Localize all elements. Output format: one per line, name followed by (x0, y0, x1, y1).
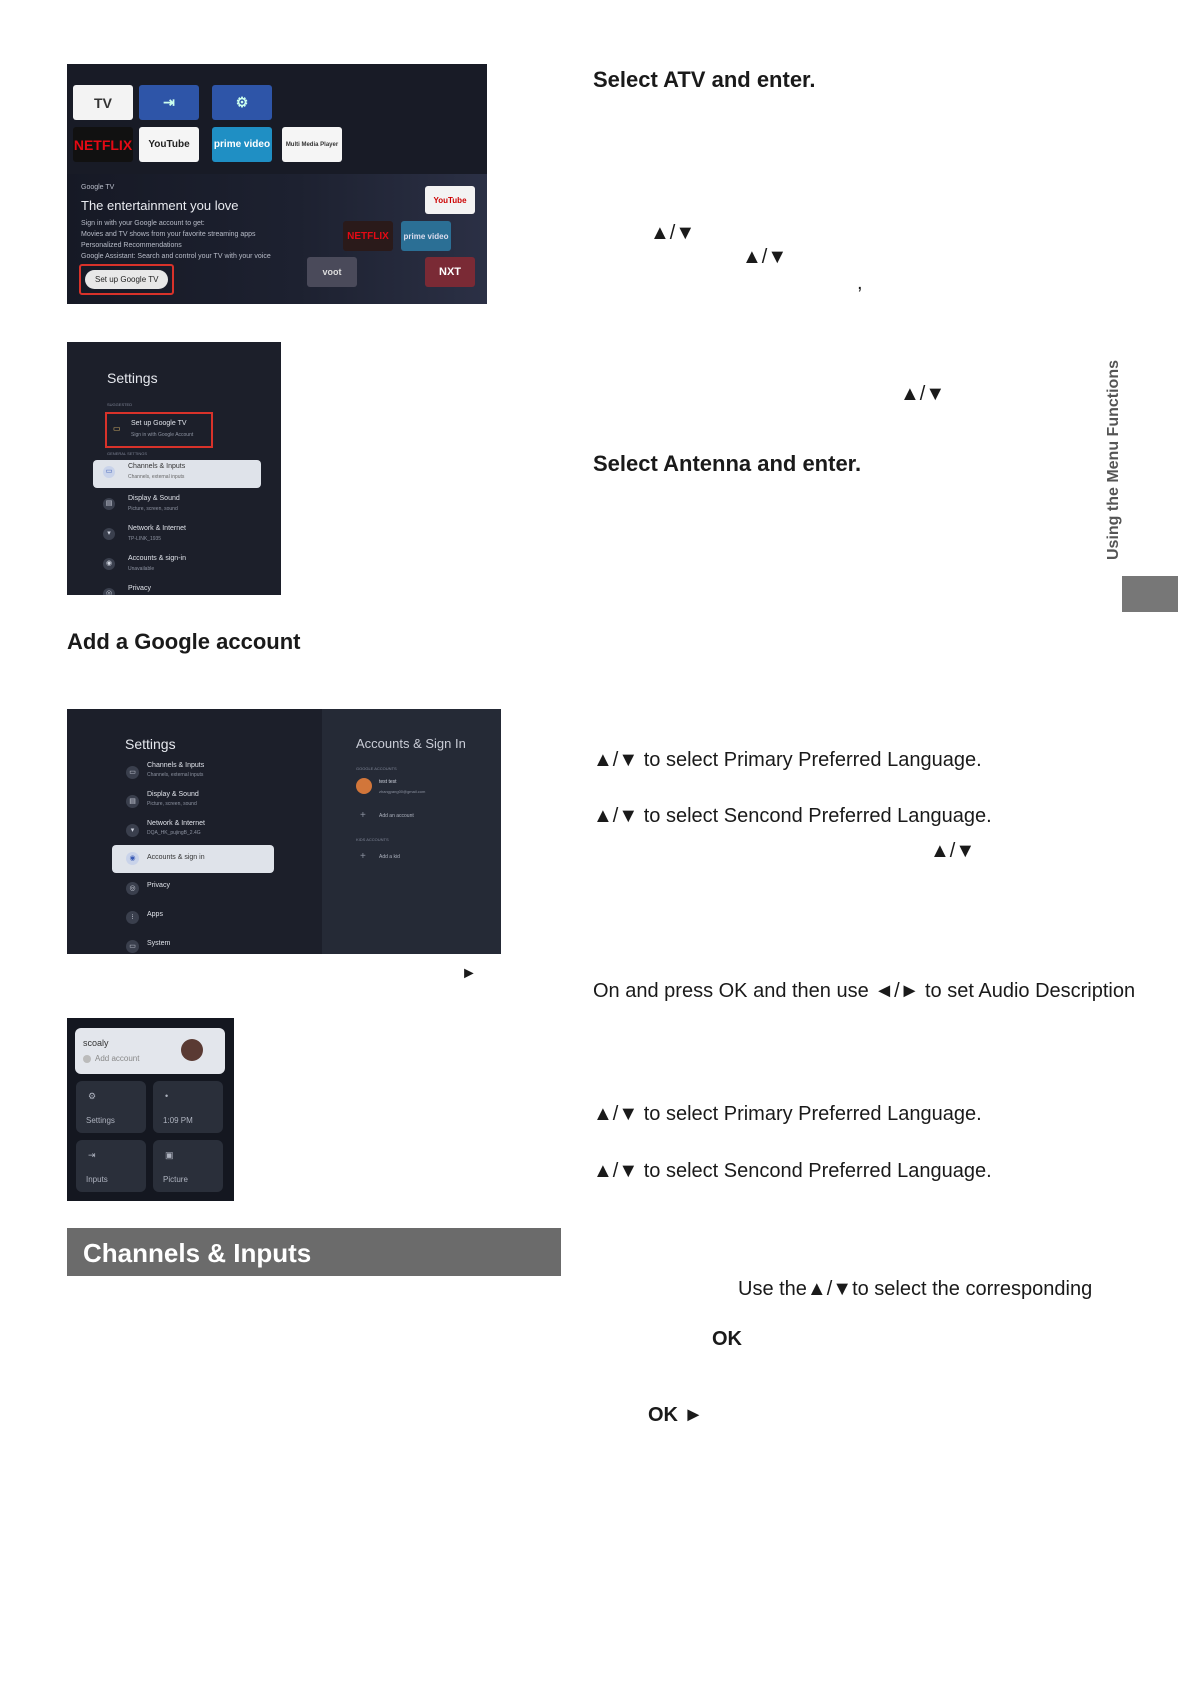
display-sound-item[interactable] (93, 492, 253, 518)
primary-language-line: ▲/▼ to select Primary Preferred Language. (593, 1103, 982, 1125)
item-title: Display & Sound (128, 495, 180, 502)
setup-google-tv-button[interactable]: Set up Google TV (79, 264, 174, 295)
network-internet-item[interactable] (112, 817, 262, 843)
picture-icon: ▣ (165, 1150, 174, 1160)
item-title: Display & Sound (147, 791, 199, 798)
item-title: Privacy (147, 882, 170, 889)
promo-headline: The entertainment you love (81, 198, 239, 213)
ok-label: OK (712, 1328, 742, 1350)
prime-video-tile: prime video (212, 127, 272, 162)
item-title: Apps (147, 911, 163, 918)
add-account-icon (83, 1055, 91, 1063)
channels-inputs-item[interactable] (112, 759, 262, 785)
item-title: Channels & Inputs (128, 463, 186, 470)
input-icon: ⇥ (88, 1150, 96, 1160)
profile-user-name: scoaly (83, 1038, 109, 1048)
second-language-line: ▲/▼ to select Sencond Preferred Language. (593, 1160, 992, 1182)
network-internet-item[interactable] (93, 522, 253, 548)
settings-title: Settings (107, 370, 158, 386)
settings-screenshot (67, 342, 281, 595)
google-tv-label: Google TV (81, 184, 115, 191)
settings-title: Settings (125, 736, 176, 752)
right-arrow-indicator: ► (461, 965, 477, 982)
add-account-plus-icon: + (360, 810, 366, 821)
arrows-up-down: ▲/▼ (742, 246, 788, 268)
prime-side-tile: prime video (401, 221, 451, 251)
youtube-tile: YouTube (139, 127, 199, 162)
system-item[interactable] (112, 933, 262, 954)
item-title: Accounts & sign in (147, 854, 205, 861)
sidebar-tab-marker (1122, 576, 1178, 612)
nxt-side-tile: NXT (425, 257, 475, 287)
wifi-icon: ▾ (126, 824, 139, 837)
setup-google-tv-item[interactable] (105, 412, 213, 448)
use-arrows-line: Use the▲/▼to select the corresponding (738, 1278, 1093, 1300)
add-google-account-heading: Add a Google account (67, 629, 301, 654)
item-title: Channels & Inputs (147, 762, 205, 769)
avatar[interactable] (356, 778, 372, 794)
ok-arrow-label: OK ► (648, 1404, 704, 1426)
google-accounts-label: GOOGLE ACCOUNTS (356, 766, 397, 771)
apps-item[interactable] (112, 904, 262, 930)
arrows-up-down: ▲/▼ (900, 383, 946, 405)
item-subtitle: Picture, screen, sound (128, 506, 178, 512)
setup-title: Set up Google TV (131, 420, 187, 427)
privacy-item[interactable] (93, 582, 253, 595)
google-tv-home-screenshot (67, 64, 487, 304)
item-subtitle: DQA_HK_pujingB_2.4G (147, 830, 201, 836)
item-title: System (147, 940, 171, 947)
display-icon: ▤ (103, 498, 115, 510)
wifi-icon: ▾ (103, 528, 115, 540)
item-subtitle: TP-LINK_1935 (128, 536, 162, 542)
comma: , (857, 272, 863, 294)
select-atv-heading: Select ATV and enter. (593, 67, 816, 92)
select-antenna-heading: Select Antenna and enter. (593, 451, 862, 476)
system-icon: ▭ (126, 940, 139, 953)
promo-line: Sign in with your Google account to get: (81, 220, 205, 227)
accounts-signin-item[interactable] (112, 845, 274, 873)
display-sound-item[interactable] (112, 788, 262, 814)
audio-description-line: On and press OK and then use ◄/► to set Audio Description (593, 980, 1136, 1002)
arrows-up-down: ▲/▼ (930, 840, 976, 862)
profile-card[interactable] (75, 1028, 225, 1074)
item-title: Accounts & sign-in (128, 555, 186, 562)
promo-line: Movies and TV shows from your favorite streaming apps (81, 231, 256, 238)
accounts-signin-screenshot (67, 709, 501, 954)
netflix-tile: NETFLIX (73, 127, 133, 162)
gear-icon: ⚙ (235, 94, 249, 110)
input-tile (139, 85, 199, 120)
add-account-item[interactable]: Add an account (379, 813, 414, 819)
sidebar-section-label: Using the Menu Functions (1105, 360, 1122, 560)
account-icon: ◉ (126, 852, 139, 865)
privacy-item[interactable] (112, 875, 262, 901)
add-kid-plus-icon: + (360, 851, 366, 862)
youtube-side-tile: YouTube (425, 186, 475, 214)
section-band (67, 1228, 561, 1276)
channels-inputs-item[interactable] (93, 460, 261, 488)
clock-card[interactable]: • 1:09 PM (153, 1081, 223, 1133)
apps-icon: ⁝ (126, 911, 139, 924)
setup-subtitle: Sign in with Google Account (131, 432, 194, 438)
general-settings-label: GENERAL SETTINGS (107, 451, 148, 456)
channels-icon: ▭ (126, 766, 139, 779)
suggested-label: SUGGESTED (107, 402, 133, 407)
kids-accounts-label: KIDS ACCOUNTS (356, 837, 389, 842)
channels-icon: ▭ (103, 466, 115, 478)
display-icon: ▤ (126, 795, 139, 808)
item-subtitle: Unavailable (128, 566, 155, 572)
promo-line: Personalized Recommendations (81, 242, 182, 249)
avatar[interactable] (181, 1039, 203, 1061)
picture-card[interactable]: ▣ Picture (153, 1140, 223, 1192)
account-email: zhangyang00@gmail.com (379, 789, 426, 794)
item-title: Privacy (128, 585, 151, 592)
accounts-signin-title: Accounts & Sign In (356, 736, 466, 751)
voot-side-tile: voot (307, 257, 357, 287)
add-kid-item[interactable]: Add a kid (379, 854, 400, 860)
primary-language-line: ▲/▼ to select Primary Preferred Language. (593, 749, 982, 771)
item-title: Network & Internet (147, 820, 205, 827)
tv-icon: ▭ (113, 424, 121, 433)
account-icon: ◉ (103, 558, 115, 570)
tv-tile: TV (73, 85, 133, 120)
quick-settings-screenshot (67, 1018, 234, 1201)
accounts-signin-item[interactable] (93, 552, 253, 578)
arrows-up-down: ▲/▼ (650, 222, 696, 244)
inputs-card[interactable]: ⇥ Inputs (76, 1140, 146, 1192)
settings-card[interactable]: ⚙ Settings (76, 1081, 146, 1133)
section-title: Channels & Inputs (83, 1238, 312, 1268)
item-subtitle: Channels, external inputs (128, 474, 185, 480)
account-name: test test (379, 779, 397, 785)
media-player-tile: Multi Media Player (282, 127, 342, 162)
privacy-icon: ◎ (103, 588, 115, 595)
second-language-line: ▲/▼ to select Sencond Preferred Language. (593, 805, 992, 827)
settings-tile (212, 85, 272, 120)
item-title: Network & Internet (128, 525, 186, 532)
gear-icon: ⚙ (88, 1091, 97, 1101)
privacy-icon: ◎ (126, 882, 139, 895)
item-subtitle: Picture, screen, sound (147, 801, 197, 807)
item-subtitle: Channels, external inputs (147, 772, 204, 778)
weather-icon: • (165, 1091, 169, 1101)
promo-line: Google Assistant: Search and control your TV with your voice (81, 253, 271, 260)
add-account-label[interactable]: Add account (95, 1054, 140, 1063)
input-icon: ⇥ (163, 94, 175, 110)
netflix-side-tile: NETFLIX (343, 221, 393, 251)
